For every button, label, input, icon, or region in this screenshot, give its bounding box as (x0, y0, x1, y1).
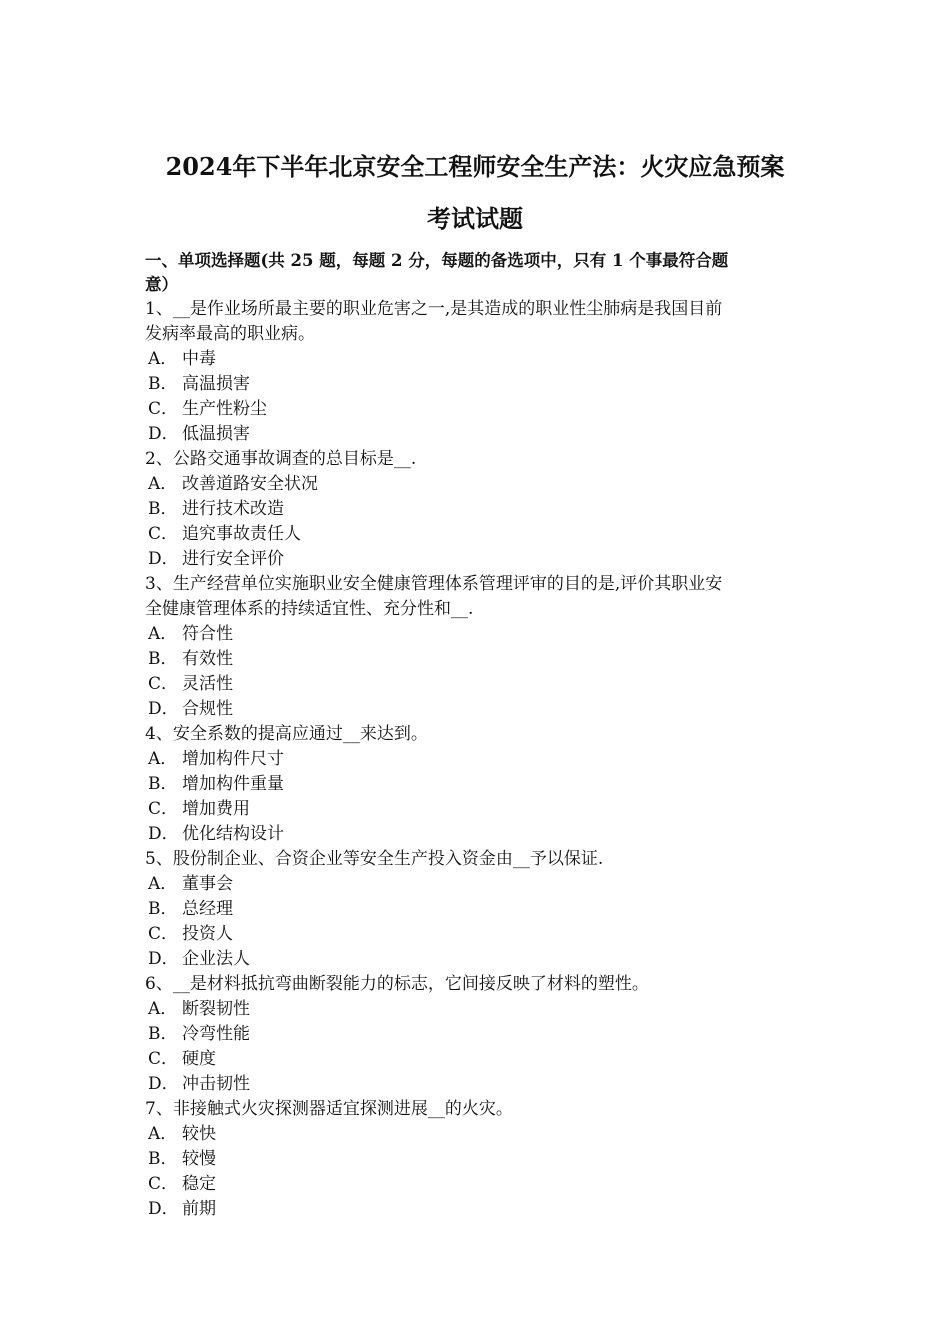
option-text: 进行技术改造 (182, 499, 284, 519)
option-letter: D． (148, 424, 179, 444)
option-letter: D． (148, 824, 179, 844)
option-text: 有效性 (182, 649, 233, 669)
option-text: 灵活性 (182, 674, 233, 694)
option-text: 改善道路安全状况 (182, 474, 318, 494)
option-letter: D． (148, 549, 179, 569)
question-text-line: 7、非接触式火灾探测器适宜探测进展__的火灾。 (145, 1099, 513, 1119)
section-heading-line-2: 意） (145, 275, 178, 294)
option-letter: B． (148, 1024, 178, 1044)
option-text: 追究事故责任人 (182, 524, 301, 544)
question-text-line: 全健康管理体系的持续适宜性、充分性和__. (145, 599, 474, 619)
answer-option (145, 522, 810, 547)
option-text: 增加构件尺寸 (182, 749, 284, 769)
option-letter: B． (148, 374, 178, 394)
option-letter: C． (148, 524, 179, 544)
answer-option (145, 947, 810, 972)
answer-option (145, 422, 810, 447)
question-7 (145, 1097, 810, 1222)
exam-content (145, 249, 810, 1222)
option-text: 董事会 (182, 874, 233, 894)
answer-option (145, 672, 810, 697)
option-letter: C． (148, 399, 179, 419)
option-text: 冷弯性能 (182, 1024, 250, 1044)
question-5 (145, 847, 810, 972)
answer-option (145, 1122, 810, 1147)
option-text: 优化结构设计 (182, 824, 284, 844)
question-text-line: 发病率最高的职业病。 (145, 324, 315, 344)
question-text-line: 4、安全系数的提高应通过__来达到。 (145, 724, 428, 744)
question-text-line: 6、__是材料抵抗弯曲断裂能力的标志，它间接反映了材料的塑性。 (145, 974, 649, 994)
answer-option (145, 772, 810, 797)
answer-option (145, 1072, 810, 1097)
answer-option (145, 997, 810, 1022)
answer-option (145, 1047, 810, 1072)
option-text: 冲击韧性 (182, 1074, 250, 1094)
option-text: 总经理 (182, 899, 233, 919)
option-text: 合规性 (182, 699, 233, 719)
option-letter: B． (148, 499, 178, 519)
answer-option (145, 1147, 810, 1172)
question-text-line: 3、生产经营单位实施职业安全健康管理体系管理评审的目的是,评价其职业安 (145, 574, 723, 594)
question-3 (145, 572, 810, 722)
option-text: 符合性 (182, 624, 233, 644)
section-heading-line-1: 一、单项选择题(共 25 题，每题 2 分，每题的备选项中，只有 1 个事最符合题 (145, 251, 729, 270)
option-text: 增加费用 (182, 799, 250, 819)
answer-option (145, 897, 810, 922)
option-letter: C． (148, 1049, 179, 1069)
answer-option (145, 697, 810, 722)
option-text: 增加构件重量 (182, 774, 284, 794)
answer-option (145, 797, 810, 822)
section-heading (145, 249, 810, 297)
option-text: 企业法人 (182, 949, 250, 969)
question-6 (145, 972, 810, 1097)
answer-option (145, 347, 810, 372)
option-text: 硬度 (182, 1049, 216, 1069)
option-letter: B． (148, 649, 178, 669)
answer-option (145, 472, 810, 497)
option-letter: A． (148, 349, 178, 369)
option-text: 断裂韧性 (182, 999, 250, 1019)
option-letter: D． (148, 1074, 179, 1094)
answer-option (145, 1022, 810, 1047)
option-letter: D． (148, 699, 179, 719)
option-text: 生产性粉尘 (182, 399, 267, 419)
answer-option (145, 1172, 810, 1197)
option-letter: C． (148, 1174, 179, 1194)
option-text: 较快 (182, 1124, 216, 1144)
option-letter: A． (148, 474, 178, 494)
question-1 (145, 297, 810, 447)
option-text: 高温损害 (182, 374, 250, 394)
answer-option (145, 747, 810, 772)
question-4 (145, 722, 810, 847)
option-letter: B． (148, 1149, 178, 1169)
answer-option (145, 1197, 810, 1222)
document-title-line-2: 考试试题 (427, 204, 523, 233)
option-text: 中毒 (182, 349, 216, 369)
option-text: 稳定 (182, 1174, 216, 1194)
option-letter: A． (148, 999, 178, 1019)
answer-option (145, 622, 810, 647)
option-letter: B． (148, 899, 178, 919)
option-text: 较慢 (182, 1149, 216, 1169)
option-text: 进行安全评价 (182, 549, 284, 569)
question-text-line: 5、股份制企业、合资企业等安全生产投入资金由__予以保证. (145, 849, 604, 869)
option-letter: D． (148, 949, 179, 969)
answer-option (145, 922, 810, 947)
answer-option (145, 647, 810, 672)
option-letter: C． (148, 924, 179, 944)
answer-option (145, 397, 810, 422)
option-letter: C． (148, 674, 179, 694)
question-text-line: 2、公路交通事故调查的总目标是__. (145, 449, 417, 469)
answer-option (145, 822, 810, 847)
option-text: 低温损害 (182, 424, 250, 444)
question-text-line: 1、__是作业场所最主要的职业危害之一,是其造成的职业性尘肺病是我国目前 (145, 299, 723, 319)
answer-option (145, 372, 810, 397)
question-2 (145, 447, 810, 572)
option-letter: D． (148, 1199, 179, 1219)
option-letter: A． (148, 624, 178, 644)
option-letter: C． (148, 799, 179, 819)
answer-option (145, 872, 810, 897)
option-letter: A． (148, 874, 178, 894)
answer-option (145, 547, 810, 572)
document-title-line-1: 2024年下半年北京安全工程师安全生产法：火灾应急预案 (165, 152, 785, 181)
option-text: 前期 (182, 1199, 216, 1219)
option-letter: A． (148, 1124, 178, 1144)
option-letter: A． (148, 749, 178, 769)
question-list (145, 297, 810, 1222)
option-text: 投资人 (182, 924, 233, 944)
answer-option (145, 497, 810, 522)
option-letter: B． (148, 774, 178, 794)
